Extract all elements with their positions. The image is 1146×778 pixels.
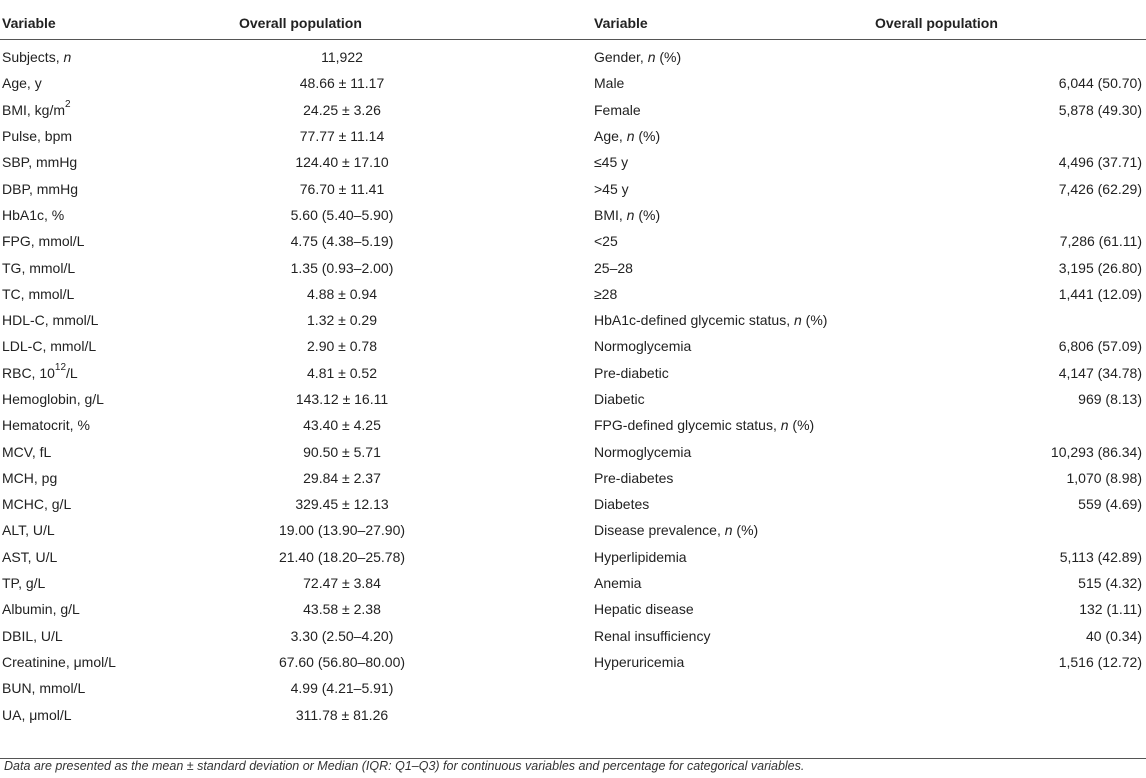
left-value: 1.35 (0.93–2.00) [290,259,394,276]
left-variable-label [0,570,233,596]
label-italic: n [63,49,72,66]
left-value: 43.40 ± 4.25 [303,417,381,434]
label-text: TC, mmol/L [2,285,75,302]
label-text: Creatinine, μmol/L [2,653,116,670]
right-value: 559 (4.69) [1078,496,1142,513]
right-value [869,517,1146,543]
label-text: MCHC, g/L [2,496,72,513]
label-text: RBC, 10 [2,364,55,381]
right-variable-label [588,70,869,96]
column-spacer [451,97,588,123]
label-suffix: (%) [634,206,661,223]
label-text: Pre-diabetes [594,469,674,486]
left-value: 311.78 ± 81.26 [295,706,389,723]
table-row [0,570,1146,596]
right-variable-label [588,728,869,759]
left-variable-label [0,438,233,464]
right-value: 40 (0.34) [1085,627,1142,644]
table-body [0,40,1146,759]
left-value: 4.99 (4.21–5.91) [290,680,394,697]
left-value: 19.00 (13.90–27.90) [278,522,406,539]
table-footnote: Data are presented as the mean ± standard deviation or Median (IQR: Q1–Q3) for continuous variables and percentage for categorical variables. [4,759,805,773]
right-variable-label [588,438,869,464]
left-variable-label [0,202,233,228]
left-value: 1.32 ± 0.29 [307,312,377,329]
label-text: AST, U/L [2,548,58,565]
label-text: HDL-C, mmol/L [2,312,99,329]
label-italic: n [626,128,635,145]
column-spacer [451,544,588,570]
left-variable-label [0,386,233,412]
label-text: DBP, mmHg [2,180,78,197]
label-text: <25 [594,233,618,250]
label-suffix: (%) [801,312,828,329]
label-text: Hepatic disease [594,601,694,618]
right-variable-label [588,465,869,491]
column-spacer [451,701,588,727]
label-text: LDL-C, mmol/L [2,338,97,355]
left-value: 11,922 [321,49,363,66]
left-variable-label [0,649,233,675]
header-population-right: Overall population [875,15,998,31]
table-row [0,491,1146,517]
table-row [0,544,1146,570]
right-value: 7,426 (62.29) [1058,180,1142,197]
column-spacer [451,675,588,701]
right-variable-label [588,228,869,254]
right-value: 4,147 (34.78) [1058,364,1142,381]
left-value: 4.75 (4.38–5.19) [290,233,394,250]
right-value: 3,195 (26.80) [1058,259,1142,276]
label-text: Age, y [2,75,42,92]
right-value: 5,878 (49.30) [1058,101,1142,118]
right-variable-label [588,701,869,727]
right-variable-label [588,675,869,701]
left-variable-label [0,254,233,280]
left-variable-label [0,491,233,517]
column-spacer [451,254,588,280]
table-row [0,596,1146,622]
table-row [0,649,1146,675]
right-variable-label [588,491,869,517]
right-value: 10,293 (86.34) [1050,443,1142,460]
table-row [0,254,1146,280]
label-text: Hyperlipidemia [594,548,687,565]
right-variable-label [588,281,869,307]
left-variable-label [0,465,233,491]
label-text: Hemoglobin, g/L [2,391,104,407]
table-row [0,728,1146,759]
column-spacer [451,623,588,649]
table-row [0,701,1146,727]
column-spacer [451,517,588,543]
label-text: Pulse, bpm [2,128,73,145]
column-spacer [451,728,588,759]
right-value: 7,286 (61.11) [1059,233,1142,250]
left-variable-label [0,412,233,438]
right-variable-label [588,202,869,228]
left-value: 43.58 ± 2.38 [303,601,381,618]
label-text: HbA1c, % [2,206,65,223]
left-value: 72.47 ± 3.84 [303,575,381,592]
label-italic: n [647,49,656,66]
table-row [0,175,1146,201]
label-text: Disease prevalence, [594,522,725,539]
column-spacer [451,596,588,622]
right-value [869,412,1146,438]
label-text: ≤45 y [594,154,629,171]
left-variable-label [0,333,233,359]
label-text: Renal insufficiency [594,627,711,644]
column-spacer [451,438,588,464]
header-spacer [451,7,588,40]
left-value: 77.77 ± 11.14 [299,128,385,145]
left-variable-label [0,70,233,96]
left-variable-label [0,728,233,759]
table-row [0,202,1146,228]
label-suffix: (%) [788,417,815,434]
table-row [0,97,1146,123]
right-value [869,123,1146,149]
label-text: ≥28 [594,285,618,302]
table-row [0,675,1146,701]
label-text: Albumin, g/L [2,601,80,618]
right-value [869,307,1146,333]
right-value [869,701,1146,727]
table-row [0,123,1146,149]
label-text: Pre-diabetic [594,364,669,381]
left-variable-label [0,623,233,649]
label-text: Normoglycemia [594,443,692,460]
right-value: 132 (1.11) [1079,601,1142,618]
label-suffix: /L [66,364,78,381]
label-superscript: 12 [54,362,67,374]
label-text: Age, [594,128,627,145]
column-spacer [451,40,588,71]
right-value: 5,113 (42.89) [1059,548,1142,565]
right-variable-label [588,175,869,201]
column-spacer [451,149,588,175]
left-variable-label [0,228,233,254]
table-row [0,412,1146,438]
right-variable-label [588,570,869,596]
right-value: 969 (8.13) [1078,391,1142,407]
label-text: >45 y [594,180,629,197]
label-text: DBIL, U/L [2,627,63,644]
left-value: 3.30 (2.50–4.20) [290,627,394,644]
left-value: 4.81 ± 0.52 [307,364,377,381]
label-text: BMI, kg/m [2,101,66,118]
left-variable-label [0,97,233,123]
label-text: Gender, [594,49,648,66]
label-text: TG, mmol/L [2,259,76,276]
right-variable-label [588,360,869,386]
right-variable-label [588,412,869,438]
table-row [0,228,1146,254]
label-italic: n [780,417,789,434]
column-spacer [451,70,588,96]
right-variable-label [588,517,869,543]
label-suffix: (%) [732,522,759,539]
label-text: BMI, [594,206,627,223]
column-spacer [451,465,588,491]
right-variable-label [588,386,869,412]
table-row [0,623,1146,649]
label-italic: n [793,312,802,329]
column-spacer [451,175,588,201]
left-variable-label [0,596,233,622]
right-variable-label [588,254,869,280]
right-value: 1,516 (12.72) [1058,653,1142,670]
right-variable-label [588,40,869,71]
label-text: TP, g/L [2,575,46,592]
label-suffix: (%) [634,128,661,145]
population-characteristics-table [0,7,1146,759]
left-value: 124.40 ± 17.10 [295,154,389,171]
column-spacer [451,333,588,359]
left-value: 143.12 ± 16.11 [295,391,389,407]
left-variable-label [0,360,233,386]
right-value: 6,044 (50.70) [1058,75,1142,92]
column-spacer [451,570,588,596]
label-text: Male [594,75,625,92]
right-variable-label [588,623,869,649]
left-value: 90.50 ± 5.71 [303,443,381,460]
header-variable-left: Variable [2,15,56,31]
label-text: Normoglycemia [594,338,692,355]
left-variable-label [0,175,233,201]
table-row [0,149,1146,175]
label-text: Diabetic [594,391,645,407]
left-variable-label [0,544,233,570]
column-spacer [451,281,588,307]
right-variable-label [588,596,869,622]
label-text: ALT, U/L [2,522,55,539]
left-value: 4.88 ± 0.94 [307,285,377,302]
table-header-row [0,7,1146,40]
label-text: Hematocrit, % [2,417,90,434]
label-text: MCH, pg [2,469,58,486]
column-spacer [451,123,588,149]
right-value: 515 (4.32) [1078,575,1142,592]
table-row [0,438,1146,464]
label-text: SBP, mmHg [2,154,78,171]
table-row [0,386,1146,412]
label-text: 25–28 [594,259,633,276]
left-variable-label [0,517,233,543]
left-value: 329.45 ± 12.13 [295,496,389,513]
left-variable-label [0,701,233,727]
left-value: 21.40 (18.20–25.78) [278,548,406,565]
label-italic: n [626,206,635,223]
left-value: 24.25 ± 3.26 [303,101,381,118]
left-value [233,728,451,759]
label-text: Anemia [594,575,642,592]
column-spacer [451,386,588,412]
right-variable-label [588,544,869,570]
right-variable-label [588,333,869,359]
label-text: Female [594,101,641,118]
label-text: Subjects, [2,49,64,66]
label-text: UA, μmol/L [2,706,72,723]
label-text: HbA1c-defined glycemic status, [594,312,794,329]
left-value: 5.60 (5.40–5.90) [290,206,394,223]
right-value [869,728,1146,759]
left-value: 2.90 ± 0.78 [307,338,377,355]
right-value [869,202,1146,228]
left-variable-label [0,307,233,333]
label-suffix: (%) [655,49,682,66]
column-spacer [451,307,588,333]
right-value: 1,070 (8.98) [1066,469,1142,486]
label-text: BUN, mmol/L [2,680,86,697]
label-text: FPG-defined glycemic status, [594,417,781,434]
column-spacer [451,228,588,254]
left-variable-label [0,149,233,175]
right-variable-label [588,97,869,123]
left-value: 48.66 ± 11.17 [299,75,385,92]
table-row [0,40,1146,71]
header-population-left: Overall population [239,15,362,31]
column-spacer [451,649,588,675]
table-row [0,281,1146,307]
left-variable-label [0,123,233,149]
left-value: 67.60 (56.80–80.00) [278,653,406,670]
right-value: 6,806 (57.09) [1058,338,1142,355]
right-variable-label [588,149,869,175]
left-variable-label [0,281,233,307]
right-value: 1,441 (12.09) [1058,285,1142,302]
label-text: FPG, mmol/L [2,233,85,250]
table-row [0,465,1146,491]
table-row [0,70,1146,96]
column-spacer [451,412,588,438]
label-italic: n [724,522,733,539]
label-text: Diabetes [594,496,650,513]
label-superscript: 2 [65,99,71,111]
right-variable-label [588,307,869,333]
table-row [0,517,1146,543]
right-value [869,675,1146,701]
table-row [0,307,1146,333]
table-row [0,360,1146,386]
left-variable-label [0,40,233,71]
column-spacer [451,491,588,517]
header-variable-right: Variable [594,15,648,31]
column-spacer [451,202,588,228]
right-value [869,40,1146,71]
left-variable-label [0,675,233,701]
table-row [0,333,1146,359]
label-text: MCV, fL [2,443,52,460]
right-variable-label [588,123,869,149]
left-value: 29.84 ± 2.37 [303,469,381,486]
left-value: 76.70 ± 11.41 [299,180,385,197]
right-value: 4,496 (37.71) [1058,154,1142,171]
right-variable-label [588,649,869,675]
label-text: Hyperuricemia [594,653,685,670]
column-spacer [451,360,588,386]
